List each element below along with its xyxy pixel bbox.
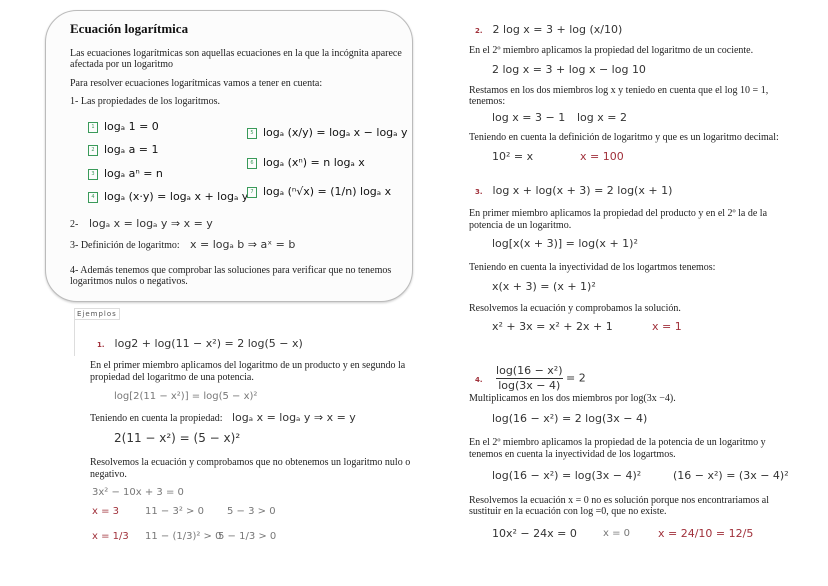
text: Restamos en los dos miembros log x y teniedo en cuenta que el log 10 = 1, bbox=[469, 85, 769, 96]
example-number: 2. bbox=[475, 27, 483, 35]
property-2 bbox=[88, 143, 159, 156]
discarded-solution: x = 0 bbox=[603, 528, 631, 539]
rhs: = 2 bbox=[566, 371, 586, 385]
solution: x = 24/10 = 12/5 bbox=[658, 527, 754, 540]
step: log[x(x + 3)] = log(x + 1)² bbox=[492, 237, 638, 250]
examples-label: Ejemplos bbox=[74, 308, 120, 320]
step: 10² = x bbox=[492, 150, 534, 163]
property-number: 1 bbox=[88, 122, 98, 133]
step: 10x² − 24x = 0 bbox=[492, 527, 577, 540]
item-4-text: logaritmos nulos o negativos. bbox=[70, 276, 188, 287]
property-number: 6 bbox=[247, 158, 257, 169]
text: negativo. bbox=[90, 469, 127, 480]
check: 11 − (1/3)² > 0 bbox=[145, 531, 222, 542]
property-7 bbox=[247, 185, 391, 198]
step: logₐ x = logₐ y ⇒ x = y bbox=[232, 411, 356, 424]
property-number: 5 bbox=[247, 128, 257, 139]
property-expr: logₐ a = 1 bbox=[104, 143, 159, 156]
example-1-equation bbox=[97, 337, 303, 352]
step: log x = 3 − 1 bbox=[492, 111, 566, 124]
divider bbox=[74, 320, 75, 356]
numerator: log(16 − x²) bbox=[496, 364, 563, 377]
property-number: 7 bbox=[247, 187, 257, 198]
property-1 bbox=[88, 120, 159, 133]
text: propiedad del logaritmo de una potencia. bbox=[90, 372, 254, 383]
text: En el 2º miembro aplicamos la propiedad del logaritmo de un cociente. bbox=[469, 45, 754, 56]
property-expr: logₐ (x/y) = logₐ x − logₐ y bbox=[263, 126, 408, 139]
property-expr: logₐ (ⁿ√x) = (1/n) logₐ x bbox=[263, 185, 392, 198]
intro-text: Para resolver ecuaciones logarítmicas vamos a tener en cuenta: bbox=[70, 78, 323, 89]
property-expr: logₐ 1 = 0 bbox=[104, 120, 159, 133]
text: En primer miembro aplicamos la propiedad del producto y en el 2º la de la bbox=[469, 208, 768, 219]
text: Resolvemos la ecuación y comprobamos la solución. bbox=[469, 303, 681, 314]
intro-text: afectada por un logaritmo bbox=[70, 59, 174, 70]
text: tenemos en cuenta la inyectividad de los logartmos. bbox=[469, 449, 676, 460]
check: 5 − 3 > 0 bbox=[227, 506, 276, 517]
text: En el primer miembro aplicamos del logaritmo de un producto y en segundo la bbox=[90, 360, 406, 371]
page-title: Ecuación logarítmica bbox=[70, 21, 189, 36]
intro-text: Las ecuaciones logarítmicas son aquellas ecuaciones en la que la incógnita aparece bbox=[70, 48, 402, 59]
text: tenemos: bbox=[469, 96, 506, 107]
solution: x = 1/3 bbox=[92, 531, 129, 542]
step: log(16 − x²) = log(3x − 4)² bbox=[492, 469, 642, 482]
solution: x = 1 bbox=[652, 320, 682, 333]
example-number: 1. bbox=[97, 341, 105, 349]
item-2-expr: logₐ x = logₐ y ⇒ x = y bbox=[89, 217, 213, 230]
text: En el 2º miembro aplicamos la propiedad de la potencia de un logaritmo y bbox=[469, 437, 766, 448]
equation: log2 + log(11 − x²) = 2 log(5 − x) bbox=[114, 337, 303, 350]
step: log[2(11 − x²)] = log(5 − x)² bbox=[114, 391, 258, 402]
denominator: log(3x − 4) bbox=[498, 379, 561, 392]
step: log x = 2 bbox=[577, 111, 627, 124]
item-3-expr: x = logₐ b ⇒ aˣ = b bbox=[190, 238, 296, 251]
example-number: 4. bbox=[475, 375, 483, 384]
step: 2 log x = 3 + log x − log 10 bbox=[492, 63, 646, 76]
text: Resolvemos la ecuación y comprobamos que no obtenemos un logaritmo nulo o bbox=[90, 457, 411, 468]
step: 2(11 − x²) = (5 − x)² bbox=[114, 431, 241, 445]
property-number: 3 bbox=[88, 169, 98, 180]
step: log(16 − x²) = 2 log(3x − 4) bbox=[492, 412, 648, 425]
solution: x = 3 bbox=[92, 506, 120, 517]
step: x² + 3x = x² + 2x + 1 bbox=[492, 320, 613, 333]
item-1: 1- Las propiedades de los logaritmos. bbox=[70, 96, 220, 107]
check: 5 − 1/3 > 0 bbox=[218, 531, 277, 542]
text: potencia de un logaritmo. bbox=[469, 220, 572, 231]
example-2-equation bbox=[475, 23, 622, 38]
equation: 2 log x = 3 + log (x/10) bbox=[492, 23, 623, 36]
text: Teniendo en cuenta la propiedad: bbox=[90, 413, 223, 424]
example-number: 3. bbox=[475, 188, 483, 196]
equation: log x + log(x + 3) = 2 log(x + 1) bbox=[492, 184, 673, 197]
property-number: 4 bbox=[88, 192, 98, 203]
property-expr: logₐ (x·y) = logₐ x + logₐ y bbox=[104, 190, 249, 203]
property-expr: logₐ aⁿ = n bbox=[104, 167, 163, 180]
check: 11 − 3² > 0 bbox=[145, 506, 204, 517]
example-4-equation bbox=[475, 364, 586, 393]
property-5 bbox=[247, 126, 407, 139]
property-number: 2 bbox=[88, 145, 98, 156]
example-3-equation bbox=[475, 184, 672, 199]
text: Multiplicamos en los dos miembros por log(3x −4). bbox=[469, 393, 676, 404]
item-4-text: 4- Además tenemos que comprobar las soluciones para verificar que no tenemos bbox=[70, 265, 392, 276]
property-6 bbox=[247, 156, 365, 169]
text: Teniendo en cuenta la definición de logaritmo y que es un logaritmo decimal: bbox=[469, 132, 779, 143]
step: (16 − x²) = (3x − 4)² bbox=[673, 469, 789, 482]
text: Teniendo en cuenta la inyectividad de los logartmos tenemos: bbox=[469, 262, 716, 273]
property-expr: logₐ (xⁿ) = n logₐ x bbox=[263, 156, 365, 169]
solution: x = 100 bbox=[580, 150, 624, 163]
item-2-label: 2- bbox=[70, 219, 79, 230]
step: x(x + 3) = (x + 1)² bbox=[492, 280, 596, 293]
property-4 bbox=[88, 190, 248, 203]
text: sustituir en la ecuación con log =0, que no existe. bbox=[469, 506, 667, 517]
text: Resolvemos la ecuación x = 0 no es solución porque nos encontrariamos al bbox=[469, 495, 770, 506]
fraction bbox=[496, 364, 562, 393]
step: 3x² − 10x + 3 = 0 bbox=[92, 487, 184, 498]
property-3 bbox=[88, 167, 163, 180]
item-3-label: 3- Definición de logaritmo: bbox=[70, 240, 180, 251]
